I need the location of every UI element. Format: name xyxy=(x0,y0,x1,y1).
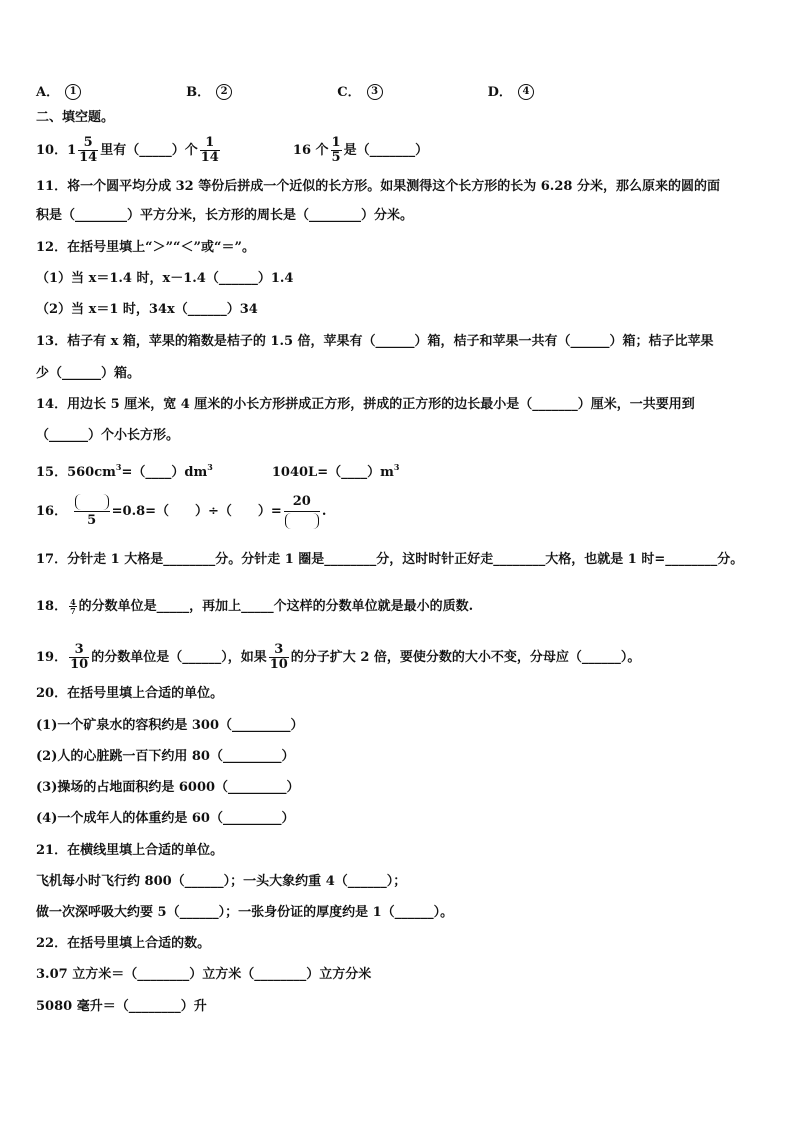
question-12-line3: （2）当 x＝1 时，34x（______）34 xyxy=(36,302,258,317)
question-21-line1: 21．在横线里填上合适的单位。 xyxy=(36,843,224,858)
fraction: $\frac{5}{14}$ xyxy=(79,135,98,165)
question-16: 16． 5 =0.8=（ ）÷（ ）= 20 . xyxy=(36,494,327,528)
circled-number-icon: 4 xyxy=(518,84,534,100)
option-c[interactable]: C． 3 xyxy=(337,85,382,100)
question-15: 15．$560cm^3=(\_\_\_\_)dm^3$ $1040L=(\_\_\_\_)m^3$ xyxy=(36,462,400,480)
question-22-line2: 3.07 立方米＝（________）立方米（________）立方分米 xyxy=(36,967,372,982)
section-heading: 二、填空题。 xyxy=(36,110,115,125)
fraction: $\frac{1}{14}$ xyxy=(200,135,219,165)
fraction: $\frac{4}{7}$ xyxy=(70,597,76,616)
blank-box[interactable] xyxy=(75,494,109,510)
question-20-line2: (1)一个矿泉水的容积约是 300（_________） xyxy=(36,718,304,733)
option-b[interactable]: B． 2 xyxy=(186,85,232,100)
question-20-line4: (3)操场的占地面积约是 6000（_________） xyxy=(36,780,300,795)
fraction: $\frac{3}{10}$ xyxy=(70,642,89,672)
question-18: 18． $\frac{4}{7}$ 的分数单位是_____，再加上_____个这样的分数单位就是最小的质数. xyxy=(36,597,474,616)
circled-number-icon: 1 xyxy=(65,84,81,100)
question-13-line2: 少（______）箱。 xyxy=(36,366,141,381)
question-20-line1: 20．在括号里填上合适的单位。 xyxy=(36,686,224,701)
question-11-line1: 11．将一个圆平均分成 32 等份后拼成一个近似的长方形。如果测得这个长方形的长为 6.28 分米，那么原来的圆的面 xyxy=(36,179,720,194)
fraction: 20 xyxy=(284,493,320,530)
question-14-line1: 14．用边长 5 厘米，宽 4 厘米的小长方形拼成正方形，拼成的正方形的边长最小是（_______）厘米，一共要用到 xyxy=(36,397,695,412)
blank-box[interactable] xyxy=(285,513,319,529)
question-17: 17．分针走 1 大格是________分。分针走 1 圈是________分，这时时针正好走________大格，也就是 1 时=________分。 xyxy=(36,552,744,567)
question-10: 10．1 $\frac{5}{14}$ 里有（_____）个 $\frac{1}{14}$ 16 个 $\frac{1}{5}$ 是（_______） xyxy=(36,135,429,165)
fraction: 5 xyxy=(74,493,110,530)
circled-number-icon: 3 xyxy=(367,84,383,100)
question-12-line1: 12．在括号里填上“＞”“＜”或“＝”。 xyxy=(36,240,255,255)
option-d[interactable]: D． 4 xyxy=(488,85,534,100)
question-12-line2: （1）当 x＝1.4 时，x－1.4（______）1.4 xyxy=(36,271,294,286)
question-20-line5: (4)一个成年人的体重约是 60（_________） xyxy=(36,811,295,826)
question-14-line2: （______）个小长方形。 xyxy=(36,428,180,443)
question-20-line3: (2)人的心脏跳一百下约用 80（_________） xyxy=(36,749,295,764)
question-22-line1: 22．在括号里填上合适的数。 xyxy=(36,936,211,951)
fraction: $\frac{3}{10}$ xyxy=(269,642,288,672)
circled-number-icon: 2 xyxy=(216,84,232,100)
question-13-line1: 13．桔子有 x 箱，苹果的箱数是桔子的 1.5 倍，苹果有（______）箱，桔子和苹果一共有（______）箱；桔子比苹果 xyxy=(36,334,714,349)
question-22-line3: 5080 毫升＝（________）升 xyxy=(36,999,207,1014)
question-19: 19． $\frac{3}{10}$ 的分数单位是（______），如果 $\frac{3}{10}$ 的分子扩大 2 倍，要使分数的大小不变，分母应（______）。 xyxy=(36,642,641,672)
option-a[interactable]: A． 1 xyxy=(36,85,81,100)
fraction: $\frac{1}{5}$ xyxy=(331,135,341,165)
options-row xyxy=(36,84,534,101)
question-11-line2: 积是（________）平方分米，长方形的周长是（________）分米。 xyxy=(36,208,414,223)
question-21-line2: 飞机每小时飞行约 800（______）；一头大象约重 4（______）； xyxy=(36,874,407,889)
question-21-line3: 做一次深呼吸大约要 5（______）；一张身份证的厚度约是 1（______）。 xyxy=(36,905,454,920)
